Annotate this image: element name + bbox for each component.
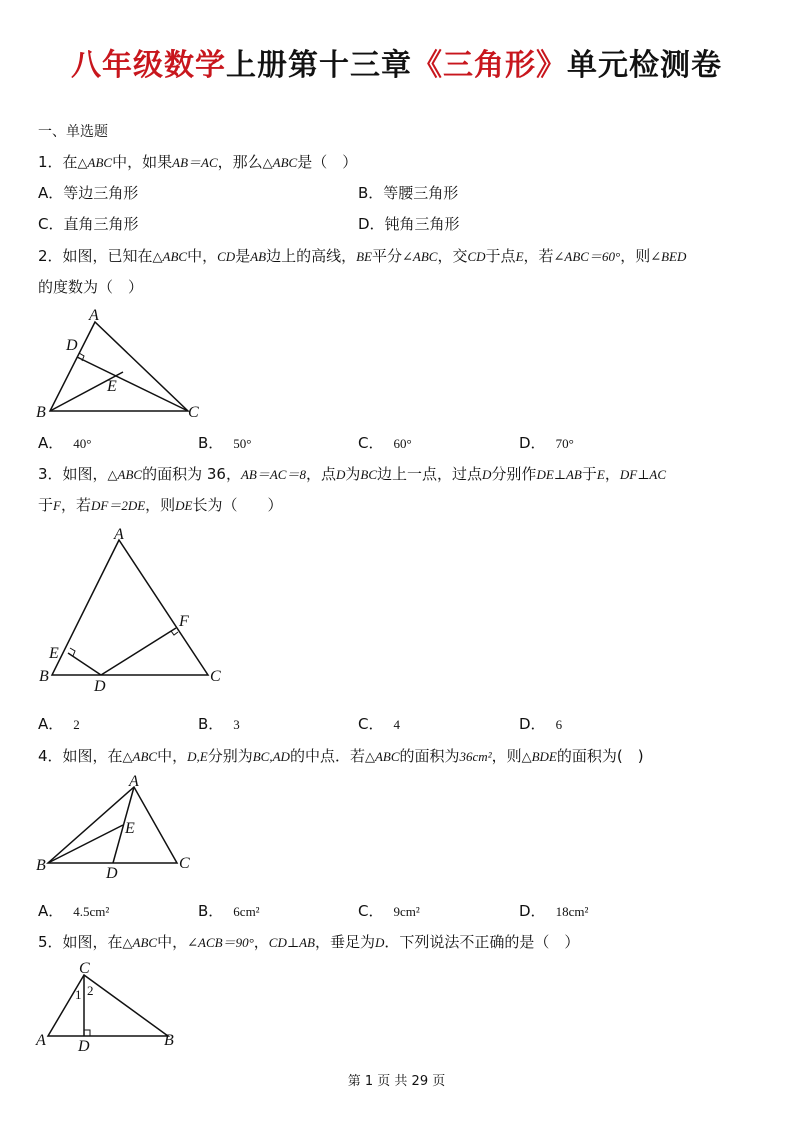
q3-text: ，若: [60, 496, 91, 514]
q4-label-b: B: [36, 857, 46, 874]
q4-option-b[interactable]: [198, 900, 260, 921]
q3-label-f: F: [179, 613, 189, 630]
question-1: [38, 151, 357, 172]
q2-text: ，交: [437, 247, 468, 265]
q3-text: ，则: [145, 496, 176, 514]
q4-math: △ABC: [364, 749, 400, 764]
question-2-line2: 的度数为（ ）: [38, 278, 144, 296]
figure-q3: [30, 520, 240, 695]
q2-triangle: [50, 322, 188, 411]
q4-text: 4．如图，在: [38, 747, 123, 765]
q2-label-a: A: [89, 307, 99, 324]
q2-option-c[interactable]: [358, 432, 412, 453]
q2-text: 中，: [187, 247, 218, 265]
title-part4: 单元检测卷: [567, 48, 722, 83]
q3-option-value: 4: [393, 717, 400, 732]
q3-text: ，点: [305, 465, 336, 483]
figure-q4: [30, 775, 200, 885]
q4-math: BC,AD: [252, 749, 290, 764]
q2-option-value: 60°: [393, 436, 412, 451]
q3-text: ，: [604, 465, 620, 483]
q2-math: AB: [250, 249, 267, 264]
q3-option-value: 3: [233, 717, 240, 732]
q3-segment-de: [68, 653, 101, 675]
q1-math: AB＝AC: [172, 155, 218, 170]
title-part2: 上册第十三章: [226, 48, 412, 83]
question-5: [38, 931, 579, 952]
q4-option-a[interactable]: [38, 900, 109, 921]
q3-segment-df: [101, 628, 176, 675]
q3-option-d[interactable]: [519, 713, 562, 734]
q4-label-d: D: [106, 865, 118, 882]
q5-text: ，: [253, 933, 269, 951]
q4-math: 36cm²: [459, 749, 492, 764]
q3-option-letter: A．: [38, 715, 64, 733]
q5-label-a: A: [36, 1032, 46, 1049]
q3-option-value: 2: [73, 717, 80, 732]
q2-label-d: D: [66, 337, 78, 354]
q5-text: ．下列说法不正确的是（ ）: [384, 933, 580, 951]
q2-math: ∠ABC: [402, 249, 438, 264]
q4-option-letter: B．: [198, 902, 224, 920]
q1-option-a[interactable]: A．等边三角形: [38, 184, 139, 202]
q3-label-c: C: [210, 668, 221, 685]
q4-text: 中，: [157, 747, 188, 765]
q4-option-c[interactable]: [358, 900, 420, 921]
question-3-line2: [38, 494, 283, 515]
q3-text: 于: [581, 465, 597, 483]
q4-math: △BDE: [521, 749, 557, 764]
q1-option-c[interactable]: C．直角三角形: [38, 215, 139, 233]
q3-math: D: [335, 467, 346, 482]
q3-option-letter: D．: [519, 715, 546, 733]
q2-math: △ABC: [152, 249, 188, 264]
title-part3: 《三角形》: [412, 48, 567, 83]
q3-label-b: B: [39, 668, 49, 685]
q3-text: 边上一点，过点: [377, 465, 483, 483]
q5-right-angle-mark: [84, 1030, 90, 1036]
q5-angle-1: 1: [75, 987, 82, 1002]
question-4: [38, 745, 644, 766]
q2-label-e: E: [107, 378, 117, 395]
q3-text: 长为（ ）: [192, 496, 283, 514]
q4-math: D,E: [187, 749, 208, 764]
question-2: [38, 245, 686, 266]
q3-math: DF⊥AC: [619, 467, 667, 482]
page-footer: 第 1 页 共 29 页: [347, 1074, 446, 1089]
q4-text: ，则: [491, 747, 522, 765]
q3-math: △ABC: [107, 467, 143, 482]
q3-math: DF＝2DE: [90, 498, 146, 513]
q2-option-a[interactable]: [38, 432, 91, 453]
q3-triangle: [52, 540, 208, 675]
q3-option-value: 6: [555, 717, 563, 732]
q5-math: D: [374, 935, 385, 950]
q4-text: 的面积为: [399, 747, 460, 765]
page-title: [0, 40, 793, 84]
q3-option-a[interactable]: [38, 713, 80, 734]
q3-math: E: [596, 467, 605, 482]
q1-option-b[interactable]: B．等腰三角形: [358, 184, 459, 202]
q2-label-c: C: [188, 404, 199, 421]
q2-option-b[interactable]: [198, 432, 252, 453]
q3-text: 3．如图，: [38, 465, 108, 483]
q4-math: △ABC: [122, 749, 158, 764]
q4-option-value: 9cm²: [393, 904, 420, 919]
q3-math: D: [482, 467, 492, 482]
q3-label-d: D: [94, 678, 106, 695]
q5-math: △ABC: [122, 935, 158, 950]
q2-math: ∠BED: [650, 249, 687, 264]
q3-text: 为: [345, 465, 361, 483]
q1-math: △ABC: [77, 155, 113, 170]
q3-text: 的面积为 36，: [142, 465, 241, 483]
q4-option-letter: C．: [358, 902, 384, 920]
title-part1: 八年级数学: [71, 48, 226, 83]
q4-option-d[interactable]: [519, 900, 588, 921]
q2-text: ，则: [620, 247, 651, 265]
q3-label-a: A: [114, 526, 124, 543]
q5-label-d: D: [78, 1038, 90, 1055]
q5-math: ∠ACB＝90°: [187, 935, 254, 950]
q5-angle-2: 2: [87, 983, 94, 998]
q4-option-letter: A．: [38, 902, 64, 920]
q2-text: 是: [235, 247, 251, 265]
q3-text: 于: [38, 496, 54, 514]
q4-text: 分别为: [207, 747, 253, 765]
q2-text: 于点: [485, 247, 516, 265]
section-heading: 一、单选题: [38, 124, 108, 140]
q2-math: E: [515, 249, 524, 264]
q2-option-value: 40°: [73, 436, 92, 451]
figure-q5: [30, 958, 190, 1058]
q5-text: 5．如图，在: [38, 933, 123, 951]
q5-text: 中，: [157, 933, 188, 951]
q4-option-value: 6cm²: [233, 904, 260, 919]
q3-math: DE: [175, 498, 193, 513]
q2-option-d[interactable]: [519, 432, 574, 453]
q2-text: 2．如图，已知在: [38, 247, 153, 265]
q4-option-letter: D．: [519, 902, 546, 920]
q3-label-e: E: [49, 645, 59, 662]
q2-option-letter: C．: [358, 434, 384, 452]
q4-text: 的中点．若: [289, 747, 365, 765]
q2-altitude-cd: [77, 357, 188, 411]
question-3: [38, 463, 666, 484]
q1-text: ，那么: [217, 153, 263, 171]
q2-math: CD: [467, 249, 486, 264]
q2-option-letter: B．: [198, 434, 224, 452]
q2-math: ∠ABC＝60°: [553, 249, 621, 264]
q2-math: CD: [217, 249, 236, 264]
q3-math: BC: [360, 467, 378, 482]
q3-text: 分别作: [491, 465, 537, 483]
q5-label-c: C: [79, 960, 90, 977]
q2-label-b: B: [36, 404, 46, 421]
q4-option-value: 18cm²: [555, 904, 589, 919]
q4-label-e: E: [125, 820, 135, 837]
figure-q2: [30, 300, 220, 430]
q3-option-c[interactable]: [358, 713, 400, 734]
q2-option-letter: A．: [38, 434, 64, 452]
q3-option-letter: C．: [358, 715, 384, 733]
q3-math: AB＝AC＝8: [240, 467, 306, 482]
q3-option-letter: B．: [198, 715, 224, 733]
q1-math: △ABC: [262, 155, 298, 170]
q1-option-d[interactable]: D．钝角三角形: [358, 215, 460, 233]
q1-text: 1．在: [38, 153, 78, 171]
q2-text: ，若: [523, 247, 554, 265]
q5-label-b: B: [164, 1032, 174, 1049]
q3-option-b[interactable]: [198, 713, 240, 734]
q4-triangle: [48, 787, 177, 863]
q2-text: 平分: [372, 247, 403, 265]
q4-label-c: C: [179, 855, 190, 872]
q2-math: BE: [356, 249, 372, 264]
q5-triangle: [48, 975, 168, 1036]
q2-option-value: 50°: [233, 436, 252, 451]
q3-math: F: [53, 498, 61, 513]
q1-text: 是（ ）: [297, 153, 358, 171]
q5-math: CD⊥AB: [268, 935, 315, 950]
q2-option-value: 70°: [555, 436, 574, 451]
q3-right-angle-f: [171, 631, 178, 635]
q4-option-value: 4.5cm²: [73, 904, 110, 919]
q3-math: DE⊥AB: [536, 467, 582, 482]
q5-text: ，垂足为: [314, 933, 375, 951]
q4-text: 的面积为( ): [556, 747, 644, 765]
q2-text: 边上的高线，: [266, 247, 357, 265]
q2-option-letter: D．: [519, 434, 546, 452]
q1-text: 中，如果: [112, 153, 173, 171]
q4-label-a: A: [129, 775, 139, 790]
